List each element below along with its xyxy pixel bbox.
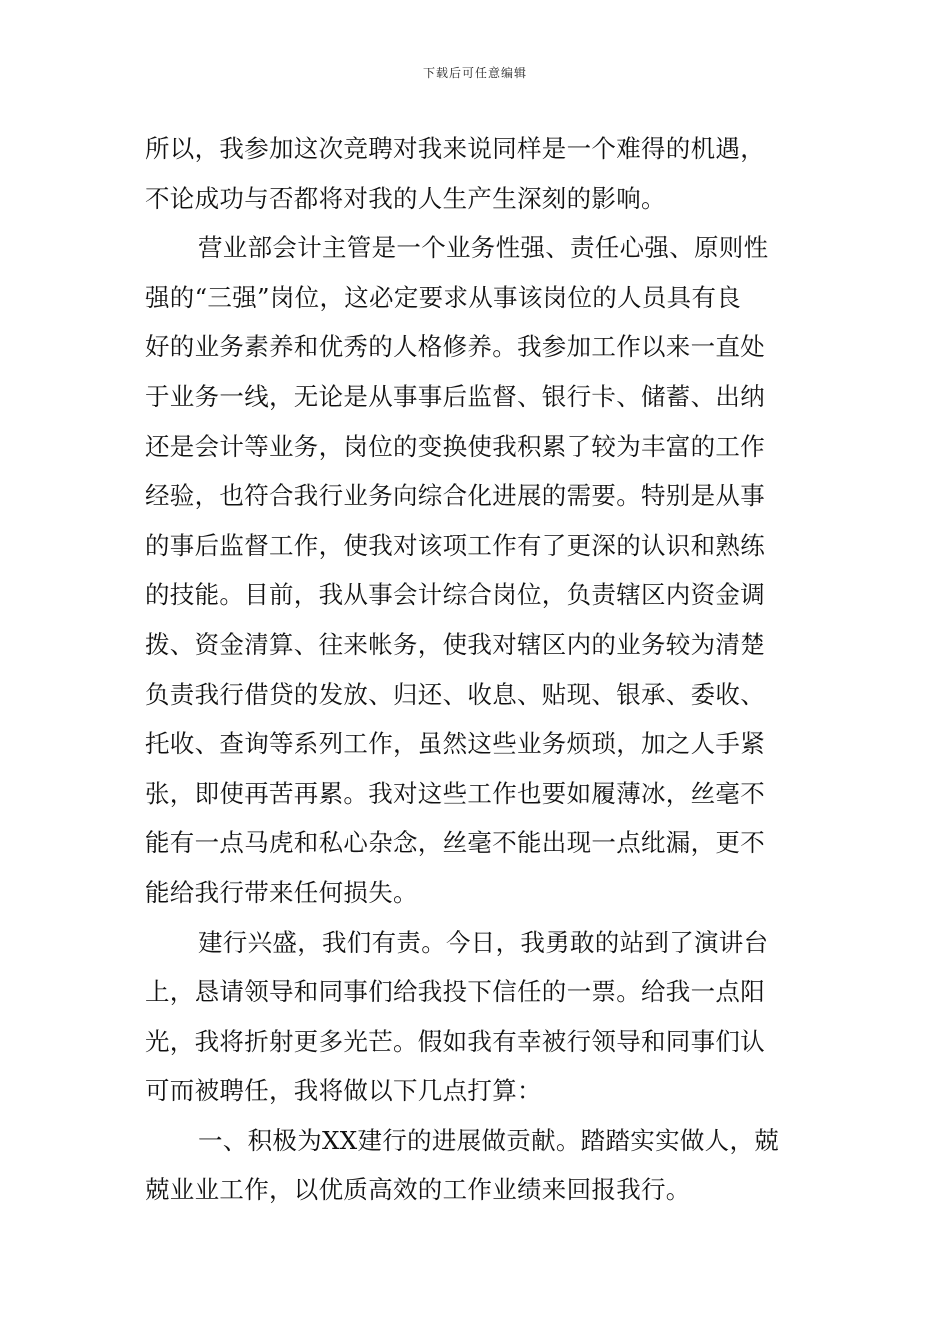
text-line: 托收、查询等系列工作，虽然这些业务烦琐，加之人手紧 xyxy=(145,729,765,759)
text-line: 于业务一线，无论是从事事后监督、银行卡、储蓄、出纳 xyxy=(145,381,765,411)
text-line: 拨、资金清算、往来帐务，使我对辖区内的业务较为清楚 xyxy=(145,629,765,659)
text-line: 上，恳请领导和同事们给我投下信任的一票。给我一点阳 xyxy=(145,977,765,1007)
text-line: 不论成功与否都将对我的人生产生深刻的影响。 xyxy=(145,183,666,213)
text-line: 好的业务素养和优秀的人格修养。我参加工作以来一直处 xyxy=(145,332,765,362)
text-line: 还是会计等业务，岗位的变换使我积累了较为丰富的工作 xyxy=(145,431,765,461)
text-line: 所以，我参加这次竞聘对我来说同样是一个难得的机遇， xyxy=(145,134,765,163)
body-text xyxy=(145,124,815,1215)
text-line: 的技能。目前，我从事会计综合岗位，负责辖区内资金调 xyxy=(145,580,765,610)
text-line: 负责我行借贷的发放、归还、收息、贴现、银承、委收、 xyxy=(145,679,765,709)
text-line: 张，即使再苦再累。我对这些工作也要如履薄冰，丝毫不 xyxy=(145,778,765,808)
text-line: 的事后监督工作，使我对该项工作有了更深的认识和熟练 xyxy=(145,530,765,560)
text-line: 经验，也符合我行业务向综合化进展的需要。特别是从事 xyxy=(145,481,765,511)
text-line: 兢业业工作，以优质高效的工作业绩来回报我行。 xyxy=(145,1175,691,1205)
text-line: 能给我行带来任何损失。 xyxy=(145,877,418,907)
text-line: 可而被聘任，我将做以下几点打算： xyxy=(145,1076,542,1106)
page-header: 下载后可任意编辑 xyxy=(422,66,527,80)
text-line: 能有一点马虎和私心杂念，丝毫不能出现一点纰漏，更不 xyxy=(145,828,765,858)
text-line: 光，我将折射更多光芒。假如我有幸被行领导和同事们认 xyxy=(145,1026,765,1056)
paragraph-start-line: 建行兴盛，我们有责。今日，我勇敢的站到了演讲台 xyxy=(198,927,769,957)
text-line: 强的“三强”岗位，这必定要求从事该岗位的人员具有良 xyxy=(145,282,742,312)
paragraph-start-line: 营业部会计主管是一个业务性强、责任心强、原则性 xyxy=(198,233,769,263)
paragraph-start-line: 一、积极为XX建行的进展做贡献。踏踏实实做人，兢 xyxy=(198,1125,780,1155)
